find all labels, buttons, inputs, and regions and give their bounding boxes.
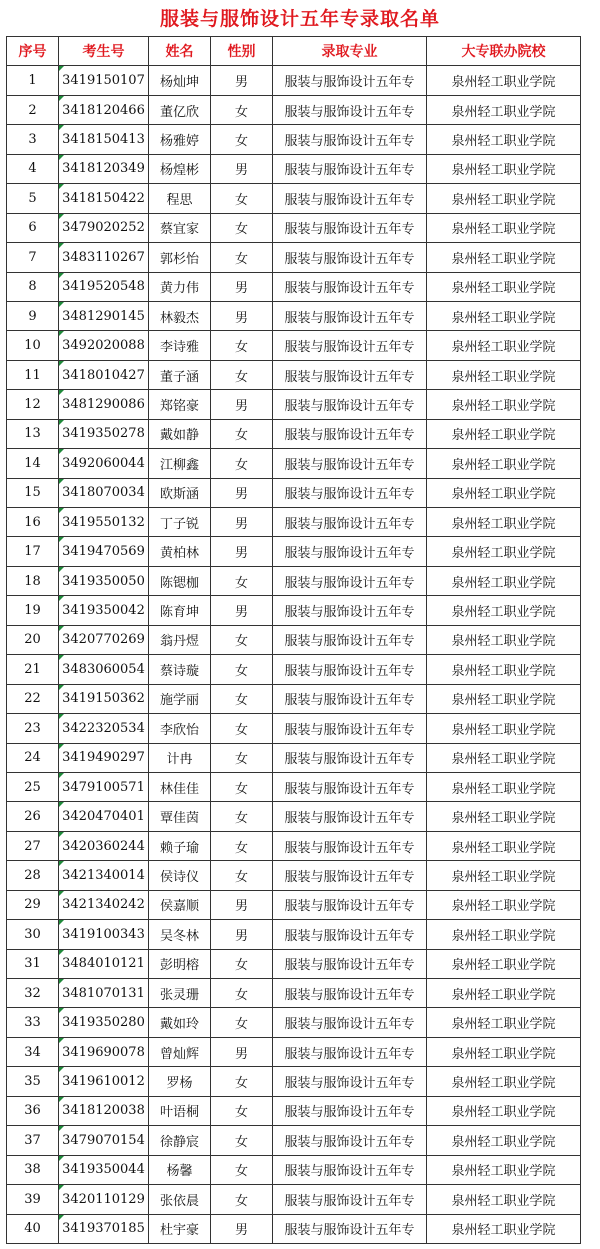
cell-name: 欧斯涵 (149, 478, 211, 507)
cell-gender: 女 (211, 1008, 273, 1037)
cell-name: 蔡诗璇 (149, 655, 211, 684)
column-header-school: 大专联办院校 (427, 37, 581, 66)
cell-school: 泉州轻工职业学院 (427, 1096, 581, 1125)
cell-school: 泉州轻工职业学院 (427, 243, 581, 272)
cell-name: 林毅杰 (149, 301, 211, 330)
cell-school: 泉州轻工职业学院 (427, 66, 581, 95)
cell-exam-id: 3419610012 (59, 1067, 149, 1096)
table-row (7, 1096, 581, 1125)
cell-exam-id: 3419470569 (59, 537, 149, 566)
column-header-index: 序号 (7, 37, 59, 66)
cell-gender: 女 (211, 1185, 273, 1214)
cell-gender: 女 (211, 684, 273, 713)
cell-gender: 女 (211, 743, 273, 772)
cell-exam-id: 3419150107 (59, 66, 149, 95)
table-row (7, 743, 581, 772)
cell-gender: 女 (211, 714, 273, 743)
cell-major: 服装与服饰设计五年专 (273, 419, 427, 448)
cell-school: 泉州轻工职业学院 (427, 272, 581, 301)
cell-major: 服装与服饰设计五年专 (273, 95, 427, 124)
cell-major: 服装与服饰设计五年专 (273, 920, 427, 949)
cell-index: 1 (7, 66, 59, 95)
cell-major: 服装与服饰设计五年专 (273, 596, 427, 625)
cell-major: 服装与服饰设计五年专 (273, 684, 427, 713)
cell-name: 程思 (149, 184, 211, 213)
cell-exam-id: 3419690078 (59, 1037, 149, 1066)
table-row (7, 213, 581, 242)
cell-index: 29 (7, 890, 59, 919)
cell-index: 4 (7, 154, 59, 183)
cell-index: 6 (7, 213, 59, 242)
cell-name: 张灵珊 (149, 979, 211, 1008)
cell-major: 服装与服饰设计五年专 (273, 1096, 427, 1125)
cell-name: 董子涵 (149, 360, 211, 389)
cell-exam-id: 3422320534 (59, 714, 149, 743)
cell-school: 泉州轻工职业学院 (427, 743, 581, 772)
cell-name: 杨雅婷 (149, 125, 211, 154)
cell-exam-id: 3418150422 (59, 184, 149, 213)
table-row (7, 331, 581, 360)
cell-gender: 女 (211, 95, 273, 124)
table-row (7, 831, 581, 860)
cell-exam-id: 3481290145 (59, 301, 149, 330)
cell-school: 泉州轻工职业学院 (427, 419, 581, 448)
cell-index: 37 (7, 1126, 59, 1155)
cell-school: 泉州轻工职业学院 (427, 1185, 581, 1214)
cell-school: 泉州轻工职业学院 (427, 625, 581, 654)
cell-gender: 女 (211, 772, 273, 801)
cell-major: 服装与服饰设计五年专 (273, 360, 427, 389)
table-row (7, 890, 581, 919)
cell-major: 服装与服饰设计五年专 (273, 1185, 427, 1214)
cell-school: 泉州轻工职业学院 (427, 949, 581, 978)
cell-major: 服装与服饰设计五年专 (273, 213, 427, 242)
cell-school: 泉州轻工职业学院 (427, 861, 581, 890)
cell-name: 杜宇豪 (149, 1214, 211, 1243)
cell-index: 31 (7, 949, 59, 978)
cell-name: 戴如静 (149, 419, 211, 448)
sheet-title: 服装与服饰设计五年专录取名单 (159, 8, 440, 30)
cell-gender: 男 (211, 537, 273, 566)
cell-name: 蔡宜家 (149, 213, 211, 242)
cell-name: 江柳鑫 (149, 449, 211, 478)
cell-school: 泉州轻工职业学院 (427, 125, 581, 154)
cell-major: 服装与服饰设计五年专 (273, 537, 427, 566)
cell-major: 服装与服饰设计五年专 (273, 1037, 427, 1066)
cell-exam-id: 3419350050 (59, 566, 149, 595)
table-row (7, 566, 581, 595)
cell-school: 泉州轻工职业学院 (427, 184, 581, 213)
cell-school: 泉州轻工职业学院 (427, 1126, 581, 1155)
cell-name: 戴如玲 (149, 1008, 211, 1037)
column-header-major: 录取专业 (273, 37, 427, 66)
table-row (7, 1037, 581, 1066)
cell-name: 赖子瑜 (149, 831, 211, 860)
cell-name: 翁丹煜 (149, 625, 211, 654)
cell-school: 泉州轻工职业学院 (427, 390, 581, 419)
table-row (7, 537, 581, 566)
cell-index: 25 (7, 772, 59, 801)
cell-school: 泉州轻工职业学院 (427, 802, 581, 831)
cell-exam-id: 3479100571 (59, 772, 149, 801)
cell-school: 泉州轻工职业学院 (427, 331, 581, 360)
cell-gender: 女 (211, 213, 273, 242)
cell-major: 服装与服饰设计五年专 (273, 66, 427, 95)
cell-index: 18 (7, 566, 59, 595)
cell-major: 服装与服饰设计五年专 (273, 478, 427, 507)
cell-index: 3 (7, 125, 59, 154)
cell-school: 泉州轻工职业学院 (427, 596, 581, 625)
cell-major: 服装与服饰设计五年专 (273, 272, 427, 301)
table-row (7, 301, 581, 330)
cell-school: 泉州轻工职业学院 (427, 1155, 581, 1184)
table-row (7, 360, 581, 389)
cell-index: 22 (7, 684, 59, 713)
cell-index: 11 (7, 360, 59, 389)
cell-major: 服装与服饰设计五年专 (273, 243, 427, 272)
cell-major: 服装与服饰设计五年专 (273, 979, 427, 1008)
table-row (7, 979, 581, 1008)
admission-table (6, 36, 581, 1244)
cell-name: 吴冬林 (149, 920, 211, 949)
cell-gender: 女 (211, 331, 273, 360)
cell-gender: 女 (211, 831, 273, 860)
cell-name: 丁子锐 (149, 508, 211, 537)
cell-name: 董亿欣 (149, 95, 211, 124)
cell-index: 23 (7, 714, 59, 743)
cell-exam-id: 3479070154 (59, 1126, 149, 1155)
cell-major: 服装与服饰设计五年专 (273, 449, 427, 478)
cell-exam-id: 3418150413 (59, 125, 149, 154)
column-header-exam-id: 考生号 (59, 37, 149, 66)
column-header-name: 姓名 (149, 37, 211, 66)
cell-index: 8 (7, 272, 59, 301)
table-row (7, 625, 581, 654)
cell-school: 泉州轻工职业学院 (427, 213, 581, 242)
cell-name: 李欣怡 (149, 714, 211, 743)
cell-school: 泉州轻工职业学院 (427, 772, 581, 801)
table-row (7, 714, 581, 743)
table-row (7, 390, 581, 419)
cell-school: 泉州轻工职业学院 (427, 655, 581, 684)
cell-exam-id: 3419350042 (59, 596, 149, 625)
cell-gender: 女 (211, 625, 273, 654)
cell-name: 杨灿坤 (149, 66, 211, 95)
cell-exam-id: 3421340242 (59, 890, 149, 919)
cell-exam-id: 3420770269 (59, 625, 149, 654)
cell-gender: 男 (211, 508, 273, 537)
cell-index: 19 (7, 596, 59, 625)
table-row (7, 655, 581, 684)
cell-gender: 女 (211, 861, 273, 890)
table-row (7, 1214, 581, 1243)
cell-major: 服装与服饰设计五年专 (273, 890, 427, 919)
cell-major: 服装与服饰设计五年专 (273, 154, 427, 183)
cell-exam-id: 3483060054 (59, 655, 149, 684)
cell-school: 泉州轻工职业学院 (427, 714, 581, 743)
table-row (7, 1155, 581, 1184)
cell-index: 32 (7, 979, 59, 1008)
cell-name: 陈育坤 (149, 596, 211, 625)
cell-major: 服装与服饰设计五年专 (273, 949, 427, 978)
cell-exam-id: 3481070131 (59, 979, 149, 1008)
cell-gender: 女 (211, 1067, 273, 1096)
cell-school: 泉州轻工职业学院 (427, 1067, 581, 1096)
cell-exam-id: 3418070034 (59, 478, 149, 507)
table-row (7, 1126, 581, 1155)
cell-exam-id: 3483110267 (59, 243, 149, 272)
cell-index: 35 (7, 1067, 59, 1096)
cell-gender: 男 (211, 390, 273, 419)
cell-gender: 女 (211, 949, 273, 978)
cell-exam-id: 3419150362 (59, 684, 149, 713)
cell-gender: 男 (211, 596, 273, 625)
table-row (7, 243, 581, 272)
cell-gender: 男 (211, 920, 273, 949)
table-row (7, 596, 581, 625)
cell-index: 14 (7, 449, 59, 478)
cell-exam-id: 3418120466 (59, 95, 149, 124)
cell-exam-id: 3479020252 (59, 213, 149, 242)
cell-major: 服装与服饰设计五年专 (273, 566, 427, 595)
cell-name: 黄柏林 (149, 537, 211, 566)
cell-major: 服装与服饰设计五年专 (273, 772, 427, 801)
cell-major: 服装与服饰设计五年专 (273, 714, 427, 743)
cell-index: 12 (7, 390, 59, 419)
cell-school: 泉州轻工职业学院 (427, 301, 581, 330)
cell-gender: 女 (211, 979, 273, 1008)
cell-name: 张依晨 (149, 1185, 211, 1214)
cell-exam-id: 3419550132 (59, 508, 149, 537)
cell-gender: 女 (211, 184, 273, 213)
table-row (7, 949, 581, 978)
cell-gender: 男 (211, 890, 273, 919)
cell-index: 24 (7, 743, 59, 772)
cell-gender: 女 (211, 1126, 273, 1155)
cell-index: 33 (7, 1008, 59, 1037)
cell-gender: 男 (211, 66, 273, 95)
cell-name: 林佳佳 (149, 772, 211, 801)
table-row (7, 66, 581, 95)
cell-index: 38 (7, 1155, 59, 1184)
table-row (7, 184, 581, 213)
cell-name: 陈锶枷 (149, 566, 211, 595)
cell-gender: 女 (211, 243, 273, 272)
cell-exam-id: 3419370185 (59, 1214, 149, 1243)
cell-name: 郑铭豪 (149, 390, 211, 419)
cell-gender: 男 (211, 272, 273, 301)
cell-major: 服装与服饰设计五年专 (273, 655, 427, 684)
cell-gender: 女 (211, 419, 273, 448)
cell-school: 泉州轻工职业学院 (427, 360, 581, 389)
cell-name: 黄力伟 (149, 272, 211, 301)
cell-gender: 男 (211, 154, 273, 183)
cell-index: 40 (7, 1214, 59, 1243)
cell-gender: 女 (211, 125, 273, 154)
cell-index: 2 (7, 95, 59, 124)
cell-major: 服装与服饰设计五年专 (273, 301, 427, 330)
cell-name: 杨馨 (149, 1155, 211, 1184)
cell-school: 泉州轻工职业学院 (427, 566, 581, 595)
table-row (7, 684, 581, 713)
cell-index: 36 (7, 1096, 59, 1125)
cell-school: 泉州轻工职业学院 (427, 1037, 581, 1066)
cell-index: 9 (7, 301, 59, 330)
cell-gender: 男 (211, 1214, 273, 1243)
cell-school: 泉州轻工职业学院 (427, 920, 581, 949)
cell-gender: 男 (211, 1037, 273, 1066)
table-row (7, 154, 581, 183)
cell-school: 泉州轻工职业学院 (427, 537, 581, 566)
cell-name: 郭杉怡 (149, 243, 211, 272)
cell-exam-id: 3419350044 (59, 1155, 149, 1184)
table-row (7, 508, 581, 537)
table-row (7, 1008, 581, 1037)
cell-exam-id: 3418120038 (59, 1096, 149, 1125)
cell-school: 泉州轻工职业学院 (427, 1214, 581, 1243)
cell-school: 泉州轻工职业学院 (427, 890, 581, 919)
table-row (7, 1185, 581, 1214)
table-row (7, 272, 581, 301)
cell-major: 服装与服饰设计五年专 (273, 802, 427, 831)
table-row (7, 802, 581, 831)
cell-index: 26 (7, 802, 59, 831)
cell-exam-id: 3419490297 (59, 743, 149, 772)
cell-exam-id: 3419100343 (59, 920, 149, 949)
cell-major: 服装与服饰设计五年专 (273, 390, 427, 419)
cell-index: 10 (7, 331, 59, 360)
cell-school: 泉州轻工职业学院 (427, 449, 581, 478)
cell-name: 侯诗仪 (149, 861, 211, 890)
cell-index: 30 (7, 920, 59, 949)
table-row (7, 95, 581, 124)
table-row (7, 449, 581, 478)
cell-name: 施学丽 (149, 684, 211, 713)
table-row (7, 1067, 581, 1096)
cell-major: 服装与服饰设计五年专 (273, 508, 427, 537)
cell-exam-id: 3481290086 (59, 390, 149, 419)
cell-index: 39 (7, 1185, 59, 1214)
cell-name: 曾灿辉 (149, 1037, 211, 1066)
cell-major: 服装与服饰设计五年专 (273, 861, 427, 890)
cell-school: 泉州轻工职业学院 (427, 831, 581, 860)
cell-school: 泉州轻工职业学院 (427, 979, 581, 1008)
cell-exam-id: 3420110129 (59, 1185, 149, 1214)
cell-exam-id: 3418120349 (59, 154, 149, 183)
table-row (7, 419, 581, 448)
cell-index: 13 (7, 419, 59, 448)
cell-major: 服装与服饰设计五年专 (273, 1214, 427, 1243)
cell-index: 20 (7, 625, 59, 654)
table-row (7, 772, 581, 801)
cell-exam-id: 3419350280 (59, 1008, 149, 1037)
cell-gender: 女 (211, 1155, 273, 1184)
table-row (7, 920, 581, 949)
cell-gender: 男 (211, 478, 273, 507)
cell-index: 34 (7, 1037, 59, 1066)
cell-gender: 女 (211, 655, 273, 684)
table-header-row (7, 37, 581, 66)
cell-name: 徐静宸 (149, 1126, 211, 1155)
cell-exam-id: 3421340014 (59, 861, 149, 890)
cell-major: 服装与服饰设计五年专 (273, 1126, 427, 1155)
cell-name: 覃佳茵 (149, 802, 211, 831)
column-header-gender: 性别 (211, 37, 273, 66)
cell-index: 16 (7, 508, 59, 537)
cell-exam-id: 3484010121 (59, 949, 149, 978)
cell-major: 服装与服饰设计五年专 (273, 331, 427, 360)
cell-name: 李诗雅 (149, 331, 211, 360)
cell-major: 服装与服饰设计五年专 (273, 831, 427, 860)
cell-school: 泉州轻工职业学院 (427, 154, 581, 183)
cell-exam-id: 3418010427 (59, 360, 149, 389)
cell-exam-id: 3419520548 (59, 272, 149, 301)
cell-name: 杨煌彬 (149, 154, 211, 183)
cell-school: 泉州轻工职业学院 (427, 95, 581, 124)
cell-major: 服装与服饰设计五年专 (273, 625, 427, 654)
cell-exam-id: 3492060044 (59, 449, 149, 478)
cell-gender: 女 (211, 360, 273, 389)
cell-school: 泉州轻工职业学院 (427, 684, 581, 713)
cell-index: 15 (7, 478, 59, 507)
cell-major: 服装与服饰设计五年专 (273, 743, 427, 772)
cell-name: 计冉 (149, 743, 211, 772)
cell-index: 17 (7, 537, 59, 566)
cell-school: 泉州轻工职业学院 (427, 478, 581, 507)
cell-index: 28 (7, 861, 59, 890)
cell-name: 彭明榕 (149, 949, 211, 978)
cell-index: 21 (7, 655, 59, 684)
cell-gender: 男 (211, 301, 273, 330)
cell-index: 7 (7, 243, 59, 272)
cell-gender: 女 (211, 449, 273, 478)
cell-major: 服装与服饰设计五年专 (273, 125, 427, 154)
cell-school: 泉州轻工职业学院 (427, 508, 581, 537)
cell-school: 泉州轻工职业学院 (427, 1008, 581, 1037)
cell-exam-id: 3420470401 (59, 802, 149, 831)
cell-major: 服装与服饰设计五年专 (273, 1008, 427, 1037)
cell-major: 服装与服饰设计五年专 (273, 1067, 427, 1096)
table-row (7, 478, 581, 507)
table-row (7, 125, 581, 154)
cell-name: 侯嘉顺 (149, 890, 211, 919)
cell-gender: 女 (211, 566, 273, 595)
cell-major: 服装与服饰设计五年专 (273, 184, 427, 213)
cell-name: 叶语桐 (149, 1096, 211, 1125)
cell-index: 5 (7, 184, 59, 213)
cell-name: 罗杨 (149, 1067, 211, 1096)
cell-gender: 女 (211, 1096, 273, 1125)
cell-major: 服装与服饰设计五年专 (273, 1155, 427, 1184)
cell-exam-id: 3420360244 (59, 831, 149, 860)
cell-index: 27 (7, 831, 59, 860)
cell-exam-id: 3492020088 (59, 331, 149, 360)
cell-gender: 女 (211, 802, 273, 831)
cell-exam-id: 3419350278 (59, 419, 149, 448)
table-row (7, 861, 581, 890)
